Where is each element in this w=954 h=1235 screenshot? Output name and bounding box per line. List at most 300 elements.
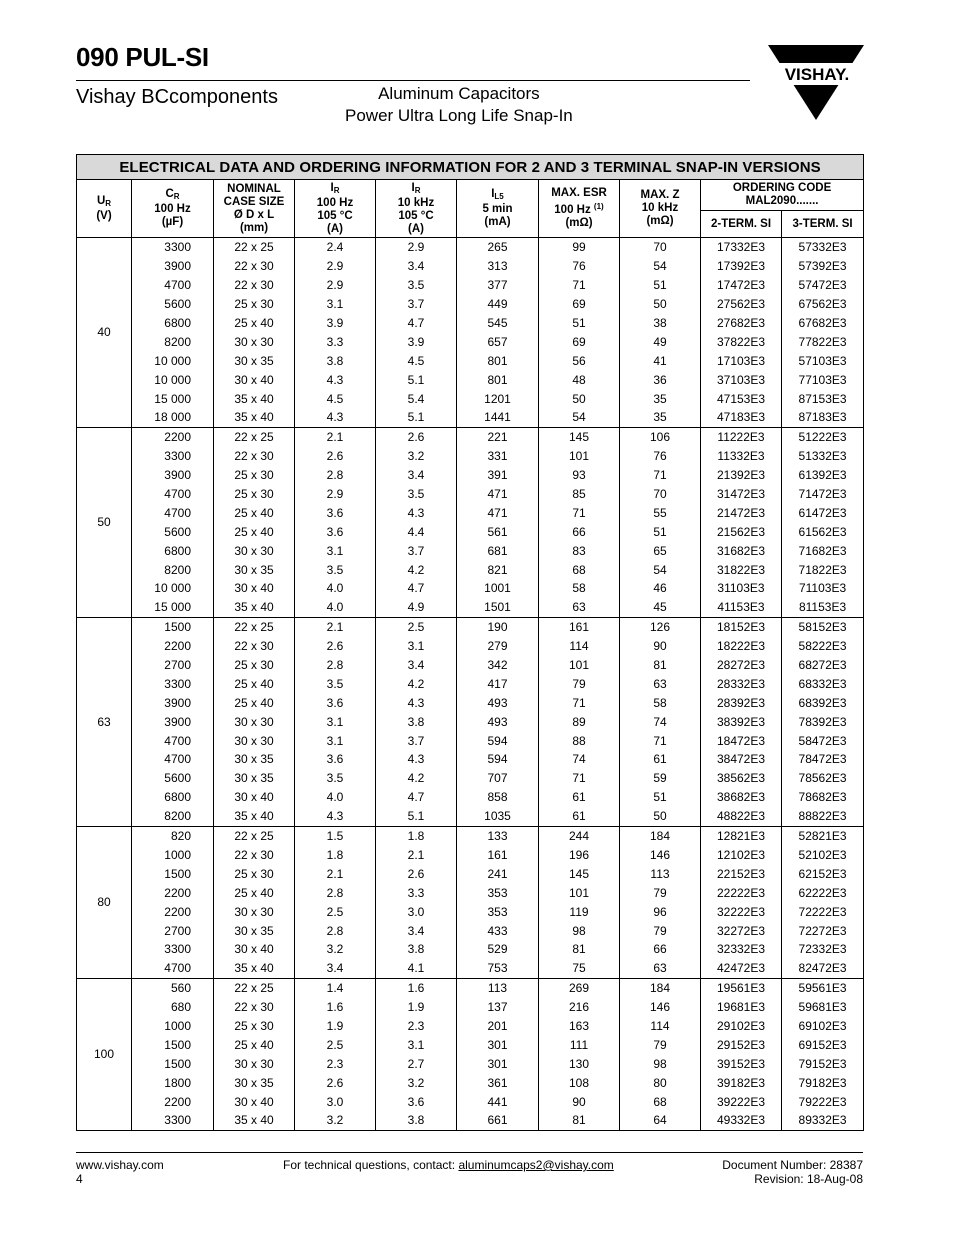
cell-case-size: 22 x 25 <box>214 978 295 997</box>
cell-il5: 301 <box>457 1035 539 1054</box>
cell-max-z: 59 <box>620 769 701 788</box>
cell-cr: 6800 <box>132 788 214 807</box>
cell-ir-10khz: 3.9 <box>376 332 457 351</box>
cell-max-z: 36 <box>620 370 701 389</box>
cell-ir-100hz: 3.9 <box>295 314 376 333</box>
cell-ir-10khz: 5.1 <box>376 370 457 389</box>
table-row <box>77 560 864 579</box>
cell-max-esr: 58 <box>539 579 620 598</box>
cell-max-z: 35 <box>620 389 701 408</box>
cell-code-2-term: 28332E3 <box>701 674 782 693</box>
cell-case-size: 22 x 25 <box>214 826 295 845</box>
cell-code-3-term: 71682E3 <box>782 541 864 560</box>
cell-max-esr: 76 <box>539 257 620 276</box>
cell-code-3-term: 57472E3 <box>782 276 864 295</box>
cell-ir-10khz: 3.8 <box>376 712 457 731</box>
col-header-max-esr: MAX. ESR 100 Hz $^{(1)}$ (mΩ) <box>539 180 620 238</box>
table-row <box>77 637 864 656</box>
col-header-cr: $C_R$ 100 Hz (µF) <box>132 180 214 238</box>
table-row <box>77 1073 864 1092</box>
table-row <box>77 598 864 617</box>
cell-code-3-term: 89332E3 <box>782 1111 864 1130</box>
cell-case-size: 35 x 40 <box>214 389 295 408</box>
cell-code-3-term: 78472E3 <box>782 750 864 769</box>
cell-il5: 801 <box>457 351 539 370</box>
cell-code-2-term: 11332E3 <box>701 447 782 466</box>
cell-il5: 353 <box>457 883 539 902</box>
cell-max-esr: 74 <box>539 750 620 769</box>
cell-cr: 3300 <box>132 940 214 959</box>
cell-max-esr: 54 <box>539 408 620 427</box>
cell-code-3-term: 72222E3 <box>782 902 864 921</box>
cell-il5: 201 <box>457 1017 539 1036</box>
cell-cr: 5600 <box>132 295 214 314</box>
table-row <box>77 940 864 959</box>
cell-ir-100hz: 4.3 <box>295 807 376 826</box>
cell-code-2-term: 17103E3 <box>701 351 782 370</box>
cell-cr: 5600 <box>132 522 214 541</box>
cell-ir-10khz: 2.6 <box>376 864 457 883</box>
cell-code-3-term: 58472E3 <box>782 731 864 750</box>
cell-max-esr: 114 <box>539 637 620 656</box>
cell-case-size: 25 x 30 <box>214 1017 295 1036</box>
cell-il5: 1201 <box>457 389 539 408</box>
cell-cr: 1000 <box>132 1017 214 1036</box>
table-row <box>77 579 864 598</box>
cell-max-esr: 244 <box>539 826 620 845</box>
cell-code-2-term: 28392E3 <box>701 693 782 712</box>
col-header-3-term: 3-TERM. SI <box>782 211 864 238</box>
cell-code-2-term: 17392E3 <box>701 257 782 276</box>
cell-max-z: 70 <box>620 485 701 504</box>
cell-il5: 221 <box>457 427 539 446</box>
cell-code-3-term: 87153E3 <box>782 389 864 408</box>
cell-max-esr: 98 <box>539 921 620 940</box>
cell-ir-10khz: 5.1 <box>376 408 457 427</box>
col-header-ir-10khz: $I_R$ 10 kHz 105 °C (A) <box>376 180 457 238</box>
cell-max-z: 96 <box>620 902 701 921</box>
cell-il5: 133 <box>457 826 539 845</box>
col-header-ordering-code: ORDERING CODE MAL2090....... <box>701 180 864 211</box>
cell-case-size: 35 x 40 <box>214 807 295 826</box>
cell-il5: 707 <box>457 769 539 788</box>
cell-max-z: 63 <box>620 959 701 978</box>
cell-cr: 2200 <box>132 883 214 902</box>
cell-code-2-term: 31472E3 <box>701 485 782 504</box>
table-row <box>77 276 864 295</box>
cell-ir-100hz: 3.5 <box>295 560 376 579</box>
cell-max-z: 66 <box>620 940 701 959</box>
cell-ir-10khz: 2.7 <box>376 1054 457 1073</box>
cell-il5: 801 <box>457 370 539 389</box>
cell-case-size: 35 x 40 <box>214 408 295 427</box>
cell-max-esr: 48 <box>539 370 620 389</box>
cell-max-esr: 145 <box>539 864 620 883</box>
cell-ir-10khz: 4.7 <box>376 579 457 598</box>
cell-code-2-term: 49332E3 <box>701 1111 782 1130</box>
cell-cr: 560 <box>132 978 214 997</box>
table-row <box>77 617 864 636</box>
table-row <box>77 978 864 997</box>
cell-ir-100hz: 3.1 <box>295 541 376 560</box>
cell-code-2-term: 12821E3 <box>701 826 782 845</box>
table-row <box>77 712 864 731</box>
cell-max-z: 79 <box>620 1035 701 1054</box>
cell-max-z: 79 <box>620 883 701 902</box>
cell-cr: 3900 <box>132 712 214 731</box>
cell-il5: 594 <box>457 750 539 769</box>
cell-case-size: 30 x 40 <box>214 579 295 598</box>
footer-revision: Revision: 18-Aug-08 <box>754 1172 863 1186</box>
col-header-2-term: 2-TERM. SI <box>701 211 782 238</box>
cell-ir-10khz: 5.1 <box>376 807 457 826</box>
table-row <box>77 788 864 807</box>
cell-code-3-term: 71103E3 <box>782 579 864 598</box>
cell-ir-10khz: 3.1 <box>376 637 457 656</box>
table-row <box>77 921 864 940</box>
cell-max-esr: 71 <box>539 769 620 788</box>
cell-ir-100hz: 3.1 <box>295 731 376 750</box>
cell-max-z: 76 <box>620 447 701 466</box>
cell-ir-10khz: 1.9 <box>376 998 457 1017</box>
cell-max-z: 54 <box>620 257 701 276</box>
cell-max-z: 64 <box>620 1111 701 1130</box>
cell-code-2-term: 38472E3 <box>701 750 782 769</box>
col-header-case-size: NOMINAL CASE SIZE Ø D x L (mm) <box>214 180 295 238</box>
document-title: 090 PUL-SI <box>76 42 209 72</box>
cell-code-2-term: 47153E3 <box>701 389 782 408</box>
cell-max-z: 54 <box>620 560 701 579</box>
cell-ir-100hz: 3.6 <box>295 693 376 712</box>
table-row <box>77 883 864 902</box>
cell-code-3-term: 88822E3 <box>782 807 864 826</box>
cell-ir-100hz: 3.6 <box>295 522 376 541</box>
cell-cr: 3300 <box>132 447 214 466</box>
table-row <box>77 370 864 389</box>
cell-ir-10khz: 3.2 <box>376 447 457 466</box>
cell-case-size: 30 x 30 <box>214 332 295 351</box>
cell-ir-10khz: 3.6 <box>376 1092 457 1111</box>
cell-code-3-term: 77103E3 <box>782 370 864 389</box>
cell-il5: 661 <box>457 1111 539 1130</box>
cell-ir-10khz: 1.6 <box>376 978 457 997</box>
cell-ir-10khz: 3.4 <box>376 257 457 276</box>
table-row <box>77 314 864 333</box>
cell-code-3-term: 51332E3 <box>782 447 864 466</box>
cell-code-3-term: 72272E3 <box>782 921 864 940</box>
cell-ir-100hz: 3.2 <box>295 940 376 959</box>
cell-code-2-term: 39222E3 <box>701 1092 782 1111</box>
cell-max-esr: 51 <box>539 314 620 333</box>
voltage-group <box>77 978 864 1130</box>
cell-ir-100hz: 2.1 <box>295 427 376 446</box>
cell-case-size: 25 x 40 <box>214 674 295 693</box>
table-row <box>77 485 864 504</box>
cell-ir-100hz: 2.6 <box>295 447 376 466</box>
footer-page-number: 4 <box>76 1172 83 1186</box>
cell-cr: 3900 <box>132 466 214 485</box>
cell-il5: 657 <box>457 332 539 351</box>
cell-ir-100hz: 3.0 <box>295 1092 376 1111</box>
cell-cr: 15 000 <box>132 389 214 408</box>
cell-ir-10khz: 3.4 <box>376 656 457 675</box>
cell-max-esr: 119 <box>539 902 620 921</box>
col-header-max-z: MAX. Z 10 kHz (mΩ) <box>620 180 701 238</box>
cell-case-size: 22 x 30 <box>214 637 295 656</box>
table-row <box>77 466 864 485</box>
cell-code-2-term: 31822E3 <box>701 560 782 579</box>
cell-cr: 4700 <box>132 750 214 769</box>
cell-code-2-term: 17332E3 <box>701 238 782 257</box>
cell-il5: 471 <box>457 503 539 522</box>
cell-case-size: 30 x 30 <box>214 541 295 560</box>
cell-il5: 279 <box>457 637 539 656</box>
cell-max-z: 80 <box>620 1073 701 1092</box>
cell-max-esr: 90 <box>539 1092 620 1111</box>
cell-case-size: 25 x 40 <box>214 1035 295 1054</box>
cell-max-z: 74 <box>620 712 701 731</box>
cell-max-esr: 101 <box>539 656 620 675</box>
cell-case-size: 30 x 40 <box>214 788 295 807</box>
cell-code-2-term: 32222E3 <box>701 902 782 921</box>
cell-cr: 4700 <box>132 485 214 504</box>
cell-cr: 2200 <box>132 427 214 446</box>
cell-max-esr: 63 <box>539 598 620 617</box>
cell-ir-100hz: 1.6 <box>295 998 376 1017</box>
cell-max-z: 35 <box>620 408 701 427</box>
cell-max-z: 65 <box>620 541 701 560</box>
table-row <box>77 351 864 370</box>
cell-code-2-term: 21562E3 <box>701 522 782 541</box>
cell-code-2-term: 48822E3 <box>701 807 782 826</box>
cell-max-z: 41 <box>620 351 701 370</box>
table-row <box>77 1092 864 1111</box>
cell-cr: 820 <box>132 826 214 845</box>
cell-code-3-term: 52102E3 <box>782 846 864 865</box>
table-row <box>77 902 864 921</box>
cell-cr: 8200 <box>132 560 214 579</box>
cell-max-z: 113 <box>620 864 701 883</box>
cell-code-3-term: 62152E3 <box>782 864 864 883</box>
cell-il5: 561 <box>457 522 539 541</box>
voltage-cell: 100 <box>77 978 132 1130</box>
cell-code-2-term: 22152E3 <box>701 864 782 883</box>
cell-code-3-term: 79222E3 <box>782 1092 864 1111</box>
cell-max-z: 184 <box>620 826 701 845</box>
cell-max-esr: 85 <box>539 485 620 504</box>
footer-doc-number: Document Number: 28387 <box>722 1158 863 1172</box>
footer-contact <box>283 1158 614 1172</box>
cell-code-2-term: 18472E3 <box>701 731 782 750</box>
cell-code-3-term: 78392E3 <box>782 712 864 731</box>
cell-il5: 377 <box>457 276 539 295</box>
cell-il5: 493 <box>457 693 539 712</box>
footer-left <box>76 1158 164 1186</box>
cell-case-size: 30 x 35 <box>214 560 295 579</box>
cell-ir-10khz: 4.3 <box>376 503 457 522</box>
footer-contact-email-link[interactable]: aluminumcaps2@vishay.com <box>458 1158 614 1172</box>
cell-max-z: 61 <box>620 750 701 769</box>
cell-il5: 113 <box>457 978 539 997</box>
cell-max-esr: 71 <box>539 503 620 522</box>
cell-max-z: 106 <box>620 427 701 446</box>
table-row <box>77 447 864 466</box>
cell-code-3-term: 81153E3 <box>782 598 864 617</box>
cell-code-2-term: 31682E3 <box>701 541 782 560</box>
cell-case-size: 30 x 30 <box>214 1054 295 1073</box>
cell-max-z: 51 <box>620 788 701 807</box>
cell-case-size: 22 x 25 <box>214 427 295 446</box>
cell-code-2-term: 12102E3 <box>701 846 782 865</box>
cell-max-z: 79 <box>620 921 701 940</box>
cell-max-esr: 196 <box>539 846 620 865</box>
table-row <box>77 959 864 978</box>
cell-cr: 10 000 <box>132 579 214 598</box>
cell-il5: 529 <box>457 940 539 959</box>
cell-ir-100hz: 2.6 <box>295 637 376 656</box>
cell-max-z: 50 <box>620 807 701 826</box>
cell-il5: 441 <box>457 1092 539 1111</box>
table-row <box>77 1017 864 1036</box>
cell-max-esr: 56 <box>539 351 620 370</box>
cell-max-esr: 68 <box>539 560 620 579</box>
cell-case-size: 30 x 30 <box>214 712 295 731</box>
cell-il5: 1441 <box>457 408 539 427</box>
cell-cr: 15 000 <box>132 598 214 617</box>
cell-case-size: 25 x 30 <box>214 864 295 883</box>
cell-code-3-term: 67682E3 <box>782 314 864 333</box>
col-header-ir-100hz: $I_R$ 100 Hz 105 °C (A) <box>295 180 376 238</box>
cell-ir-10khz: 3.5 <box>376 485 457 504</box>
table-row <box>77 1111 864 1130</box>
cell-case-size: 25 x 30 <box>214 466 295 485</box>
cell-max-esr: 75 <box>539 959 620 978</box>
cell-il5: 433 <box>457 921 539 940</box>
cell-il5: 545 <box>457 314 539 333</box>
cell-case-size: 22 x 30 <box>214 257 295 276</box>
cell-ir-10khz: 4.2 <box>376 769 457 788</box>
cell-ir-100hz: 1.9 <box>295 1017 376 1036</box>
cell-ir-100hz: 4.3 <box>295 370 376 389</box>
electrical-data-table <box>76 154 864 1131</box>
cell-ir-100hz: 4.0 <box>295 579 376 598</box>
cell-ir-100hz: 2.9 <box>295 276 376 295</box>
table-row <box>77 826 864 845</box>
cell-ir-100hz: 1.8 <box>295 846 376 865</box>
cell-ir-100hz: 1.4 <box>295 978 376 997</box>
cell-il5: 391 <box>457 466 539 485</box>
cell-ir-10khz: 2.6 <box>376 427 457 446</box>
cell-code-2-term: 21392E3 <box>701 466 782 485</box>
cell-ir-100hz: 4.0 <box>295 598 376 617</box>
cell-ir-10khz: 3.8 <box>376 940 457 959</box>
cell-ir-10khz: 3.4 <box>376 466 457 485</box>
cell-ir-10khz: 4.7 <box>376 788 457 807</box>
cell-case-size: 35 x 40 <box>214 959 295 978</box>
cell-code-2-term: 17472E3 <box>701 276 782 295</box>
table-row <box>77 522 864 541</box>
cell-max-z: 55 <box>620 503 701 522</box>
cell-max-esr: 61 <box>539 807 620 826</box>
cell-il5: 417 <box>457 674 539 693</box>
cell-max-esr: 108 <box>539 1073 620 1092</box>
cell-code-2-term: 37822E3 <box>701 332 782 351</box>
cell-max-esr: 93 <box>539 466 620 485</box>
cell-code-2-term: 18222E3 <box>701 637 782 656</box>
cell-cr: 3300 <box>132 674 214 693</box>
cell-cr: 10 000 <box>132 370 214 389</box>
cell-cr: 2200 <box>132 637 214 656</box>
cell-il5: 449 <box>457 295 539 314</box>
col-header-ur: $U_R$ (V) <box>77 180 132 238</box>
cell-ir-10khz: 4.9 <box>376 598 457 617</box>
table-row <box>77 674 864 693</box>
cell-ir-100hz: 2.9 <box>295 485 376 504</box>
cell-code-3-term: 79152E3 <box>782 1054 864 1073</box>
cell-code-3-term: 59561E3 <box>782 978 864 997</box>
cell-case-size: 25 x 40 <box>214 314 295 333</box>
cell-ir-10khz: 3.7 <box>376 541 457 560</box>
cell-il5: 753 <box>457 959 539 978</box>
product-line-1: Aluminum Capacitors <box>378 84 540 103</box>
cell-cr: 18 000 <box>132 408 214 427</box>
cell-max-esr: 101 <box>539 447 620 466</box>
cell-code-3-term: 78682E3 <box>782 788 864 807</box>
cell-max-esr: 88 <box>539 731 620 750</box>
cell-cr: 1500 <box>132 617 214 636</box>
cell-code-3-term: 61472E3 <box>782 503 864 522</box>
table-row <box>77 332 864 351</box>
cell-case-size: 22 x 30 <box>214 276 295 295</box>
cell-code-3-term: 87183E3 <box>782 408 864 427</box>
cell-case-size: 25 x 30 <box>214 656 295 675</box>
cell-code-3-term: 69152E3 <box>782 1035 864 1054</box>
cell-code-3-term: 68332E3 <box>782 674 864 693</box>
cell-max-z: 71 <box>620 466 701 485</box>
cell-ir-100hz: 2.9 <box>295 257 376 276</box>
cell-ir-10khz: 2.5 <box>376 617 457 636</box>
cell-cr: 4700 <box>132 503 214 522</box>
cell-cr: 4700 <box>132 731 214 750</box>
table-row <box>77 769 864 788</box>
cell-ir-10khz: 1.8 <box>376 826 457 845</box>
cell-max-esr: 81 <box>539 940 620 959</box>
cell-max-esr: 99 <box>539 238 620 257</box>
cell-ir-100hz: 3.5 <box>295 674 376 693</box>
cell-code-3-term: 68392E3 <box>782 693 864 712</box>
cell-max-z: 90 <box>620 637 701 656</box>
cell-code-2-term: 28272E3 <box>701 656 782 675</box>
cell-code-3-term: 67562E3 <box>782 295 864 314</box>
cell-il5: 265 <box>457 238 539 257</box>
cell-code-3-term: 58222E3 <box>782 637 864 656</box>
cell-ir-100hz: 2.4 <box>295 238 376 257</box>
cell-ir-100hz: 2.1 <box>295 617 376 636</box>
cell-cr: 1500 <box>132 1035 214 1054</box>
cell-ir-100hz: 2.8 <box>295 883 376 902</box>
cell-case-size: 35 x 40 <box>214 1111 295 1130</box>
cell-case-size: 30 x 35 <box>214 750 295 769</box>
cell-cr: 1800 <box>132 1073 214 1092</box>
cell-max-z: 146 <box>620 846 701 865</box>
cell-max-esr: 81 <box>539 1111 620 1130</box>
cell-code-2-term: 22222E3 <box>701 883 782 902</box>
cell-max-z: 70 <box>620 238 701 257</box>
table-row <box>77 1035 864 1054</box>
table-caption: ELECTRICAL DATA AND ORDERING INFORMATION FOR 2 AND 3 TERMINAL SNAP-IN VERSIONS <box>77 155 864 180</box>
table-row <box>77 257 864 276</box>
cell-max-esr: 71 <box>539 693 620 712</box>
